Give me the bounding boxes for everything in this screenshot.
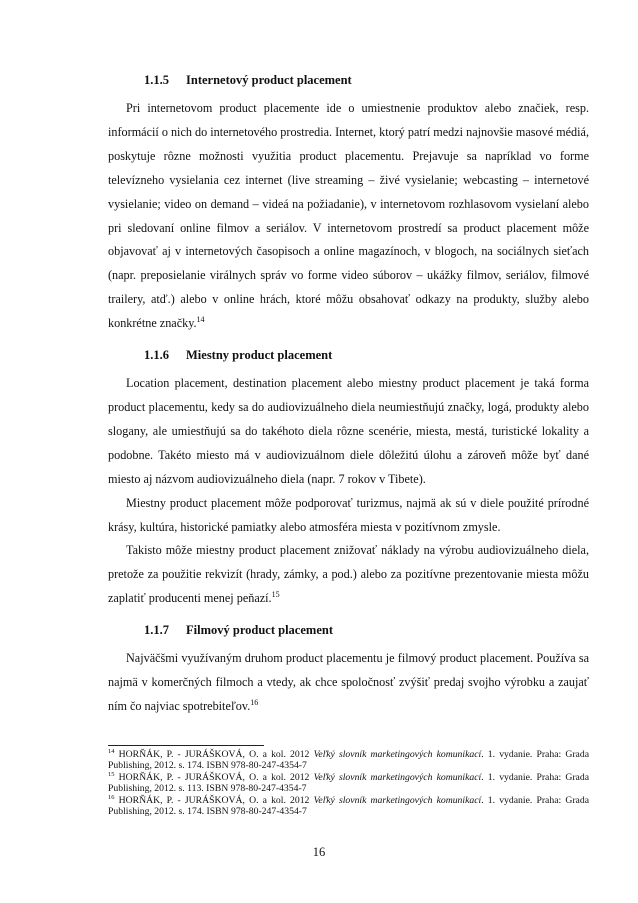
footnote-mark: 16 xyxy=(108,793,115,801)
paragraph-text: Miestny product placement môže podporovať turizmus, najmä ak sú v diele použité prírodné krásy, kultúra, historické pamiatky alebo atmosféra miesta v pozitívnom zmysle. xyxy=(108,495,589,534)
paragraph-text: Najväčšmi využívaným druhom product placementu je filmový product placement. Používa sa najmä v komerčných filmoch a vtedy, ak chce spoločnosť zvýšiť predaj svojho výrobku a zaujať ním čo najviac spotrebiteľov. xyxy=(108,651,589,713)
paragraph xyxy=(108,539,589,611)
paragraph xyxy=(108,372,589,492)
section-film-placement xyxy=(108,622,589,719)
footnote-mark: 15 xyxy=(108,770,115,778)
section-title: Miestny product placement xyxy=(186,348,333,363)
page-number: 16 xyxy=(312,845,326,859)
footnote-ref: 14 xyxy=(196,315,205,325)
section-number: 1.1.5 xyxy=(144,73,169,87)
paragraph xyxy=(108,492,589,540)
section-number: 1.1.6 xyxy=(144,348,169,363)
footnote-details: . 1. vydanie. Praha: Grada Publishing, 2012. s. 174. ISBN 978-80-247-4354-7 xyxy=(108,749,590,772)
footnote xyxy=(108,772,589,795)
footnote-ref: 16 xyxy=(250,697,259,707)
section-heading xyxy=(108,72,589,88)
section-number: 1.1.7 xyxy=(144,623,169,638)
section-title: Filmový product placement xyxy=(186,623,333,638)
section-internet-placement xyxy=(108,72,589,336)
footnote-separator xyxy=(108,745,264,746)
footnote-title: Veľký slovník marketingových komunikací xyxy=(313,771,482,783)
footnote-details: . 1. vydanie. Praha: Grada Publishing, 2012. s. 113. ISBN 978-80-247-4354-7 xyxy=(108,771,590,795)
footnote xyxy=(108,749,589,772)
paragraph xyxy=(108,647,589,719)
footnote-authors: HORŇÁK, P. - JURÁŠKOVÁ, O. a kol. 2012 xyxy=(118,749,314,760)
footnote-ref: 15 xyxy=(271,590,280,600)
paragraph-text: Takisto môže miestny product placement znižovať náklady na výrobu audiovizuálneho diela, pretože za použitie rekvizít (hrady, zámky, a pod.) alebo za pozitívne prezentovanie miesta môžu zaplatiť producenti menej peňazí. xyxy=(108,543,589,606)
section-heading xyxy=(108,347,589,363)
footnote xyxy=(108,795,589,818)
section-title: Internetový product placement xyxy=(186,73,352,87)
footnotes xyxy=(108,749,589,817)
paragraph xyxy=(108,97,589,336)
footnote-authors: HORŇÁK, P. - JURÁŠKOVÁ, O. a kol. 2012 xyxy=(118,794,314,806)
footnote-title: Veľký slovník marketingových komunikací xyxy=(313,794,482,806)
section-heading xyxy=(108,622,589,638)
paragraph-text: Location placement, destination placement alebo miestny product placement je taká forma product placementu, kedy sa do audiovizuálneho diela neumiestňujú značky, logá, produkty alebo slogany, ale umiestňujú sa do takéhoto diela rôzne scenérie, miesta, mestá, turistické lokality a podobne. Takéto miesto má v audiovizuálnom diele dôležitú úlohu a zároveň môže byť dané miesto aj názvom audiovizuálneho diela (napr. 7 rokov v Tibete). xyxy=(108,376,589,486)
paragraph-text: Pri internetovom product placemente ide o umiestnenie produktov alebo značiek, resp. informácií o nich do internetového prostredia. Internet, ktorý patrí medzi najnovšie masové médiá, poskytuje rôzne možnosti využitia product placementu. Prejavuje sa napríklad vo forme televízneho vysielania cez internet (live streaming – živé vysielanie; webcasting – internetové vysielanie; video on demand – videá na požiadanie), v internetovom rozhlasovom vysielaní alebo pri sledovaní online filmov a seriálov. V internetovom prostredí sa product placement môže objavovať aj v internetových časopisoch a online magazínoch, v blogoch, na sociálnych sieťach (napr. preposielanie virálnych správ vo forme video súborov – ukážky filmov, seriálov, filmové trailery, atď.) alebo v online hrách, ktoré môžu obsahovať odkazy na produkty, služby alebo konkrétne značky. xyxy=(108,101,589,331)
footnote-title: Veľký slovník marketingových komunikací xyxy=(313,749,482,760)
footnote-authors: HORŇÁK, P. - JURÁŠKOVÁ, O. a kol. 2012 xyxy=(118,771,314,783)
footnote-details: . 1. vydanie. Praha: Grada Publishing, 2012. s. 174. ISBN 978-80-247-4354-7 xyxy=(108,794,590,818)
section-local-placement xyxy=(108,347,589,611)
page-body xyxy=(108,72,589,719)
footnote-mark: 14 xyxy=(108,747,115,755)
